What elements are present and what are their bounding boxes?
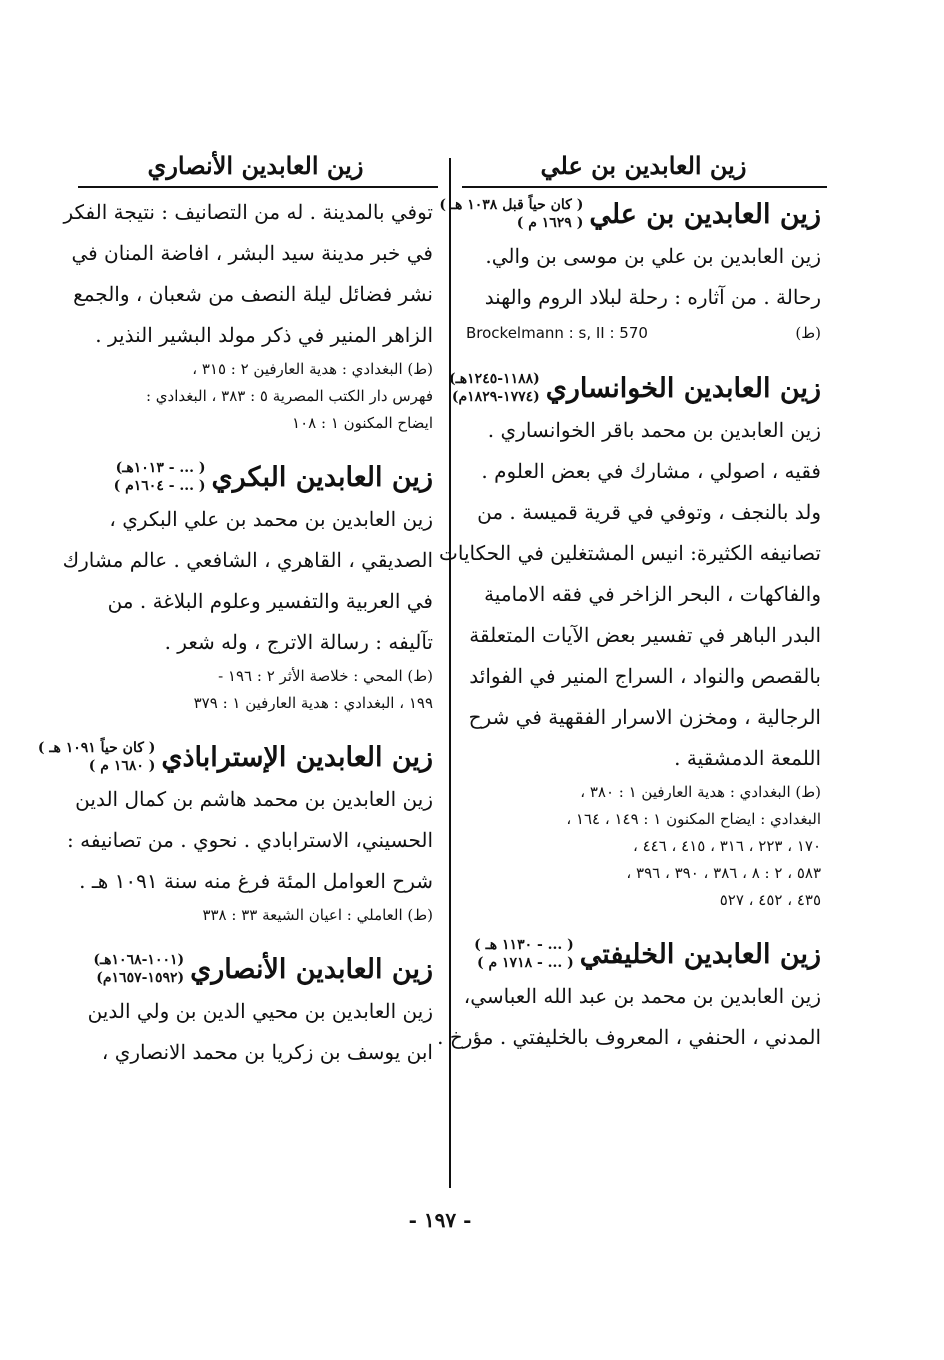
body-line: ابن يوسف بن زكريا بن محمد الانصاري ، bbox=[101, 1040, 433, 1064]
reference-label: (ط) bbox=[795, 324, 821, 342]
entry-name: زين العابدين البكري bbox=[211, 461, 433, 493]
body-line: الرجالية ، ومخزن الاسرار الفقهية في شرح bbox=[468, 705, 821, 729]
body-line: الحسيني، الاسترابادي . نحوي . من تصانيفه : bbox=[67, 828, 433, 852]
entry-khalifati bbox=[437, 936, 821, 1058]
reference-line: ١٩٩ ، البغدادي : هدية العارفين ١ : ٣٧٩ bbox=[193, 694, 433, 712]
date-hijri: (١١٨٨-١٢٤٥هـ) bbox=[449, 371, 540, 387]
date-gregorian: ( ١٦٢٩ م ) bbox=[516, 215, 584, 231]
entry-dates bbox=[93, 951, 184, 987]
body-line: تصانيفه الكثيرة: انيس المشتغلين في الحكايات bbox=[439, 541, 821, 565]
reference-line: (ط) المحي : خلاصة الأثر ٢ : ١٩٦ - bbox=[218, 667, 433, 685]
body-line: اللمعة الدمشقية . bbox=[674, 746, 821, 770]
entry-dates bbox=[114, 459, 206, 495]
body-line: المدني ، الحنفي ، المعروف بالخليفتي . مؤرخ . bbox=[437, 1025, 821, 1049]
entry-heading bbox=[37, 739, 433, 775]
entry-heading bbox=[466, 936, 821, 972]
running-head-right: زين العابدين بن علي bbox=[540, 151, 747, 180]
reference-line: ايضاح المكنون ١ : ١٠٨ bbox=[292, 414, 433, 432]
entry-bakri bbox=[62, 459, 433, 717]
entry-heading bbox=[78, 459, 433, 495]
body-line: نشر فضائل ليلة النصف من شعبان ، والجمع bbox=[73, 282, 433, 306]
body-line: زين العابدين بن علي بن موسى بن والي. bbox=[485, 244, 821, 268]
body-line: في العربية والتفسير وعلوم البلاغة . من bbox=[107, 589, 433, 613]
body-line: زين العابدين بن محمد هاشم بن كمال الدين bbox=[75, 787, 433, 811]
reference-brockelmann: Brockelmann : s, II : 570 bbox=[466, 324, 648, 342]
body-line: زين العابدين بن محيي الدين بن ولي الدين bbox=[87, 999, 433, 1023]
date-hijri: ( كان حياً ١٠٩١ هـ ) bbox=[37, 740, 156, 756]
body-line: زين العابدين بن محمد بن علي البكري ، bbox=[109, 507, 433, 531]
reference-line: ٤٣٥ ، ٤٥٢ ، ٥٢٧ bbox=[719, 891, 821, 909]
body-line: زين العابدين بن محمد بن عبد الله العباسي، bbox=[463, 984, 821, 1008]
reference-line: (ط) البغدادي : هدية العارفين ٢ : ٣١٥ ، bbox=[192, 360, 433, 378]
reference-line: (ط) العاملي : اعيان الشيعة ٣٣ : ٣٣٨ bbox=[202, 906, 433, 924]
entry-name: زين العابدين الإستراباذي bbox=[161, 741, 433, 773]
body-line: شرح العوامل المئة فرغ منه سنة ١٠٩١ هـ . bbox=[79, 869, 433, 893]
date-gregorian: (١٥٩٢-١٦٥٧م) bbox=[96, 970, 185, 986]
running-head-left: زين العابدين الأنصاري bbox=[147, 151, 364, 180]
entry-name: زين العابدين الأنصاري bbox=[190, 953, 433, 985]
body-line: والفاكهات ، البحر الزاخر في فقه الامامية bbox=[484, 582, 821, 606]
body-line: الصديقي ، القاهري ، الشافعي . عالم مشارك bbox=[62, 548, 433, 572]
body-line: ولد بالنجف ، وتوفي في قرية قميسة . من bbox=[477, 500, 821, 524]
reference-line: (ط) البغدادي : هدية العارفين ١ : ٣٨٠ ، bbox=[580, 783, 821, 801]
date-gregorian: ( ... - ١٧١٨ م ) bbox=[476, 955, 574, 971]
entry-heading bbox=[78, 951, 433, 987]
date-gregorian: (١٧٧٤-١٨٢٩م) bbox=[451, 389, 540, 405]
reference-line: ٥٨٣ ، ٢ : ٨ ، ٣٨٦ ، ٣٩٠ ، ٣٩٦ ، bbox=[626, 864, 821, 882]
body-line: رحالة . من آثاره : رحلة لبلاد الروم والهند bbox=[484, 285, 821, 309]
entry-continuation bbox=[63, 192, 433, 437]
entry-dates bbox=[449, 370, 540, 406]
date-hijri: ( كان حياً قبل ١٠٣٨ هـ ) bbox=[439, 197, 584, 213]
date-hijri: ( ... - ١٠١٣هـ) bbox=[115, 460, 206, 476]
entry-dates bbox=[38, 739, 156, 775]
body-line: زين العابدين بن محمد باقر الخوانساري . bbox=[487, 418, 821, 442]
reference-line: ١٧٠ ، ٢٢٣ ، ٣١٦ ، ٤١٥ ، ٤٤٦ ، bbox=[632, 837, 821, 855]
entry-zayn-ibn-ali bbox=[439, 196, 821, 348]
body-line: تآليفه : رسالة الاترج ، وله شعر . bbox=[164, 630, 433, 654]
date-gregorian: ( ١٦٨٠ م ) bbox=[88, 758, 156, 774]
date-hijri: (١٠٠١-١٠٦٨هـ) bbox=[93, 952, 185, 968]
entry-istirabadhi bbox=[37, 739, 433, 929]
entry-name: زين العابدين الخوانساري bbox=[545, 372, 821, 404]
body-line: البدر الباهر في تفسير بعض الآيات المتعلقة bbox=[469, 623, 821, 647]
right-column bbox=[437, 148, 821, 1058]
body-line: في خبر مدينة سيد البشر ، افاضة المنان في bbox=[71, 241, 433, 265]
reference-line: البغدادي : ايضاح المكنون ١ : ١٤٩ ، ١٦٤ ، bbox=[566, 810, 821, 828]
reference-line: فهرس دار الكتب المصرية ٥ : ٣٨٣ ، البغدادي : bbox=[145, 387, 433, 405]
left-column bbox=[37, 148, 433, 1073]
entry-khwansari bbox=[439, 370, 821, 914]
body-line: بالقصص والنواد ، السراج المنير في الفوائد bbox=[469, 664, 821, 688]
date-gregorian: ( ... - ١٦٠٤م ) bbox=[113, 478, 206, 494]
body-line: فقيه ، اصولي ، مشارك في بعض العلوم . bbox=[481, 459, 821, 483]
page-number: - ١٩٧ - bbox=[408, 1208, 472, 1232]
entry-dates bbox=[474, 936, 574, 972]
entry-name: زين العابدين الخليفتي bbox=[579, 938, 821, 970]
entry-dates bbox=[439, 196, 583, 232]
body-line: توفي بالمدينة . له من التصانيف : نتيجة الفكر bbox=[63, 200, 433, 224]
entry-name: زين العابدين بن علي bbox=[589, 198, 821, 230]
entry-heading bbox=[449, 370, 821, 406]
date-hijri: ( ... - ١١٣٠ هـ ) bbox=[474, 937, 574, 953]
body-line: الزاهر المنير في ذكر مولد البشير النذير . bbox=[95, 323, 433, 347]
reference-line bbox=[466, 318, 821, 348]
entry-heading bbox=[439, 196, 821, 232]
entry-ansari bbox=[78, 951, 433, 1073]
